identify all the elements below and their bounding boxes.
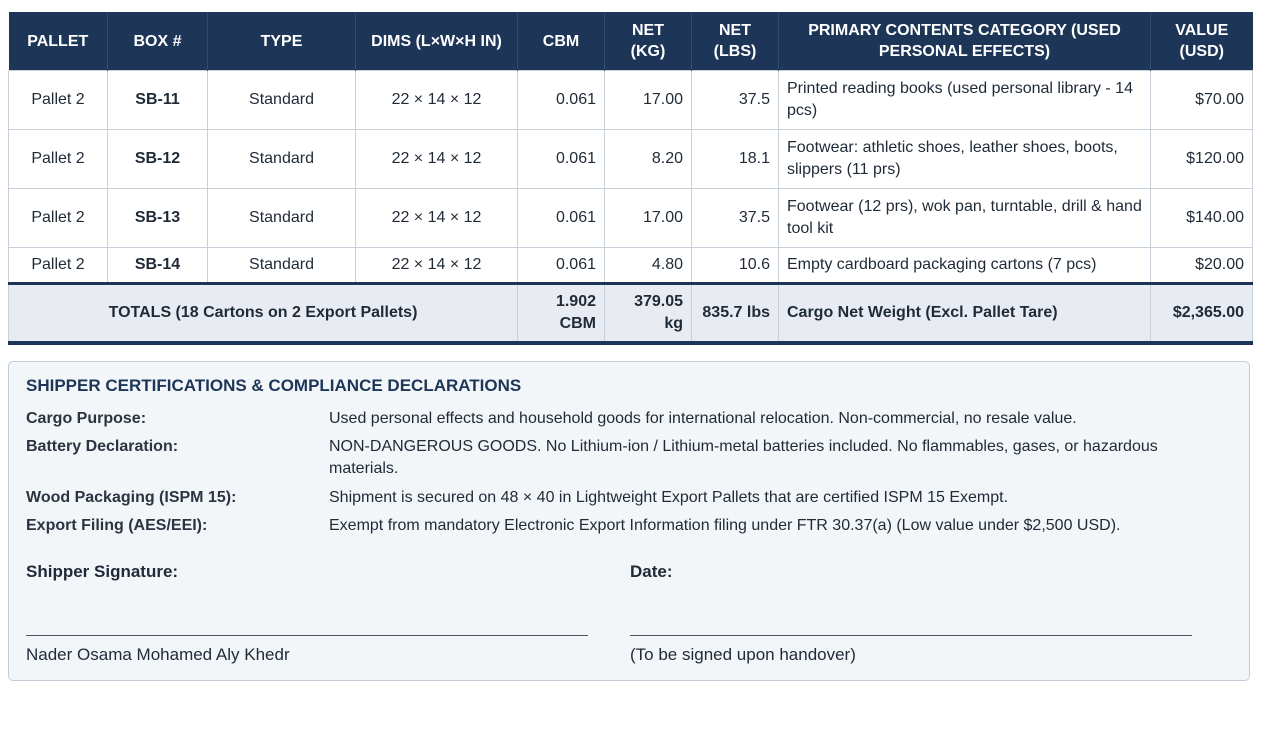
declaration-value: Used personal effects and household goods for international relocation. Non-commercial, no resale value. bbox=[329, 410, 1077, 427]
cell-value: $120.00 bbox=[1151, 130, 1253, 189]
cell-lbs: 37.5 bbox=[692, 71, 779, 130]
cell-lbs: 10.6 bbox=[692, 248, 779, 284]
totals-label: TOTALS (18 Cartons on 2 Export Pallets) bbox=[9, 284, 518, 344]
signature-line bbox=[26, 635, 588, 636]
cell-kg: 8.20 bbox=[605, 130, 692, 189]
declaration-label: Export Filing (AES/EEI): bbox=[26, 517, 208, 534]
date-label: Date: bbox=[630, 562, 673, 581]
header-type: TYPE bbox=[208, 12, 356, 71]
cell-dims: 22 × 14 × 12 bbox=[356, 71, 518, 130]
cell-value: $140.00 bbox=[1151, 189, 1253, 248]
header-net-kg: NET (KG) bbox=[605, 12, 692, 71]
packing-list-table bbox=[8, 12, 1253, 345]
cell-cbm: 0.061 bbox=[518, 189, 605, 248]
cell-kg: 4.80 bbox=[605, 248, 692, 284]
cell-type: Standard bbox=[208, 189, 356, 248]
cell-lbs: 18.1 bbox=[692, 130, 779, 189]
cell-dims: 22 × 14 × 12 bbox=[356, 248, 518, 284]
header-cbm: CBM bbox=[518, 12, 605, 71]
shipper-signature-label: Shipper Signature: bbox=[26, 562, 179, 581]
header-contents: PRIMARY CONTENTS CATEGORY (USED PERSONAL EFFECTS) bbox=[779, 12, 1151, 71]
cell-type: Standard bbox=[208, 130, 356, 189]
manifest-table-container bbox=[8, 12, 1252, 345]
cell-cbm: 0.061 bbox=[518, 130, 605, 189]
table-row bbox=[9, 130, 1253, 189]
table-row bbox=[9, 248, 1253, 284]
shipper-name: Nader Osama Mohamed Aly Khedr bbox=[26, 645, 290, 664]
declaration-value: NON-DANGEROUS GOODS. No Lithium-ion / Lithium-metal batteries included. No flammables, gases, or hazardous materials. bbox=[329, 438, 1158, 477]
declaration-label: Battery Declaration: bbox=[26, 438, 179, 455]
totals-cbm: 1.902 CBM bbox=[518, 284, 605, 344]
cell-contents: Footwear (12 prs), wok pan, turntable, drill & hand tool kit bbox=[779, 189, 1151, 248]
cell-box: SB-13 bbox=[108, 189, 208, 248]
table-row bbox=[9, 71, 1253, 130]
totals-kg: 379.05 kg bbox=[605, 284, 692, 344]
cell-type: Standard bbox=[208, 71, 356, 130]
header-dims: DIMS (L×W×H IN) bbox=[356, 12, 518, 71]
cell-pallet: Pallet 2 bbox=[9, 71, 108, 130]
declaration-value: Exempt from mandatory Electronic Export Information filing under FTR 30.37(a) (Low value under $2,500 USD). bbox=[329, 517, 1121, 534]
cell-contents: Empty cardboard packaging cartons (7 pcs) bbox=[779, 248, 1151, 284]
cell-pallet: Pallet 2 bbox=[9, 130, 108, 189]
cell-kg: 17.00 bbox=[605, 189, 692, 248]
cell-pallet: Pallet 2 bbox=[9, 248, 108, 284]
cell-contents: Printed reading books (used personal library - 14 pcs) bbox=[779, 71, 1151, 130]
header-pallet: PALLET bbox=[9, 12, 108, 71]
cell-box: SB-14 bbox=[108, 248, 208, 284]
declaration-label: Cargo Purpose: bbox=[26, 410, 147, 427]
totals-contents: Cargo Net Weight (Excl. Pallet Tare) bbox=[779, 284, 1151, 344]
totals-value: $2,365.00 bbox=[1151, 284, 1253, 344]
cell-kg: 17.00 bbox=[605, 71, 692, 130]
cell-dims: 22 × 14 × 12 bbox=[356, 189, 518, 248]
cell-lbs: 37.5 bbox=[692, 189, 779, 248]
date-line bbox=[630, 635, 1192, 636]
cell-cbm: 0.061 bbox=[518, 248, 605, 284]
header-net-lbs: NET (LBS) bbox=[692, 12, 779, 71]
totals-row bbox=[9, 284, 1253, 344]
date-note: (To be signed upon handover) bbox=[630, 645, 856, 664]
declaration-label: Wood Packaging (ISPM 15): bbox=[26, 489, 237, 506]
table-row bbox=[9, 189, 1253, 248]
cell-type: Standard bbox=[208, 248, 356, 284]
cell-box: SB-11 bbox=[108, 71, 208, 130]
table-header-row bbox=[9, 12, 1253, 71]
header-box: BOX # bbox=[108, 12, 208, 71]
cell-pallet: Pallet 2 bbox=[9, 189, 108, 248]
cell-cbm: 0.061 bbox=[518, 71, 605, 130]
certifications-title: SHIPPER CERTIFICATIONS & COMPLIANCE DECLARATIONS bbox=[26, 376, 522, 395]
certifications-panel bbox=[8, 361, 1250, 681]
cell-value: $20.00 bbox=[1151, 248, 1253, 284]
cell-contents: Footwear: athletic shoes, leather shoes, boots, slippers (11 prs) bbox=[779, 130, 1151, 189]
cell-box: SB-12 bbox=[108, 130, 208, 189]
header-value: VALUE (USD) bbox=[1151, 12, 1253, 71]
cell-value: $70.00 bbox=[1151, 71, 1253, 130]
cell-dims: 22 × 14 × 12 bbox=[356, 130, 518, 189]
totals-lbs: 835.7 lbs bbox=[692, 284, 779, 344]
declaration-value: Shipment is secured on 48 × 40 in Lightweight Export Pallets that are certified ISPM 15 Exempt. bbox=[329, 489, 1009, 506]
